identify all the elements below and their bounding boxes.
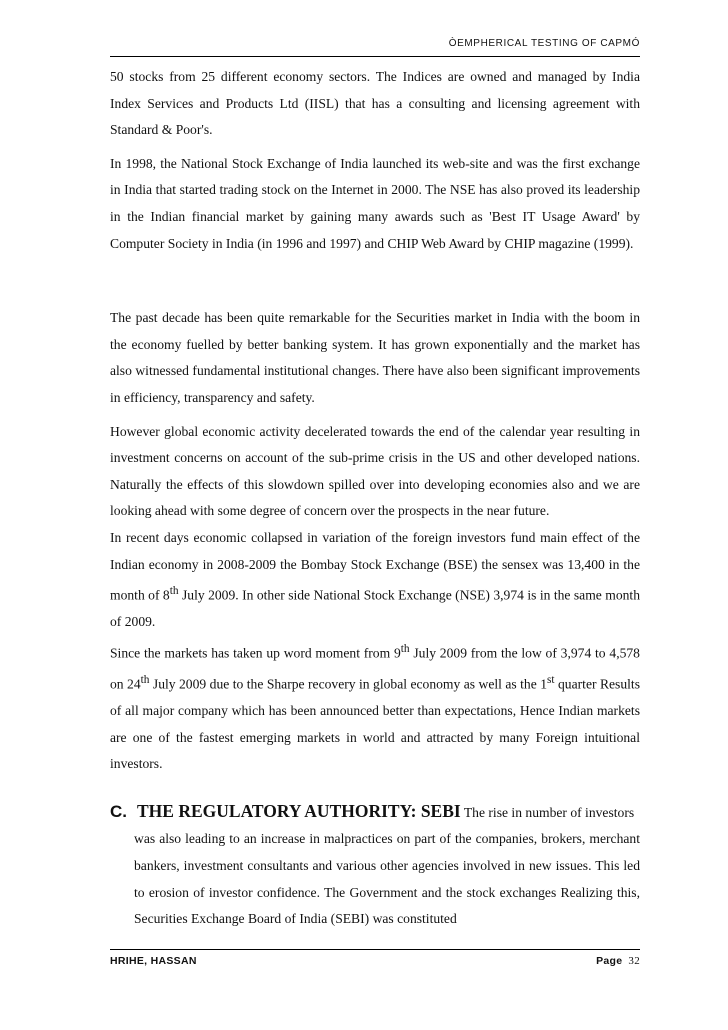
footer-rule: [110, 949, 640, 950]
section-c-heading-line: [110, 798, 640, 827]
paragraph-1: 50 stocks from 25 different economy sectors. The Indices are owned and managed by India Index Services and Products Ltd (IISL) that has a consulting and licensing agreement with Standard & Poor's.: [110, 69, 640, 138]
section-c-letter: C.: [110, 801, 127, 821]
footer-page-label: Page: [596, 955, 623, 967]
paragraph-2: In 1998, the National Stock Exchange of India launched its web-site and was the first exchange in India that started trading stock on the Internet in 2000. The NSE has also proved its leadership in the Indian financial market by gaining many awards such as 'Best IT Usage Award' by Computer Society in India (in 1996 and 1997) and CHIP Web Award by CHIP magazine (1999).: [110, 155, 640, 251]
p5-text-b: July 2009. In other side National Stock Exchange (NSE) 3,974 is in the same month of 2009.: [110, 587, 640, 630]
p6-text-b: July 2009 from the low of 3,974 to 4,578 on 24: [110, 645, 640, 692]
p6-sup-2: th: [140, 673, 150, 686]
p5-sup-1: th: [169, 585, 179, 598]
section-c-text-first: The rise in number of investors: [460, 804, 635, 820]
page-footer: [110, 955, 640, 967]
footer-author: HRIHE, HASSAN: [110, 955, 197, 967]
header-rule: [110, 56, 640, 57]
paragraph-6: [110, 636, 640, 778]
p6-sup-3: st: [547, 673, 555, 686]
p6-text-d: quarter Results of all major company which has been announced better than expectations, Hence Indian markets are one of the fastest emerging markets in world and attracted by many Foreign intuitional investors.: [110, 676, 640, 772]
p6-sup-1: th: [400, 642, 410, 655]
section-c-title: THE REGULATORY AUTHORITY: SEBI: [137, 800, 461, 821]
p6-text-a: Since the markets has taken up word moment from 9: [110, 645, 401, 661]
p6-text-c: July 2009 due to the Sharpe recovery in global economy as well as the 1: [149, 676, 547, 692]
paragraph-3: The past decade has been quite remarkable for the Securities market in India with the boom in the economy fuelled by better banking system. It has grown exponentially and the market has also witnessed fundamental institutional changes. There have also been significant improvements in efficiency, transparency and safety.: [110, 310, 640, 405]
p5-text-a: In recent days economic collapsed in variation of the foreign investors fund main effect of the Indian economy in 2008-2009 the Bombay Stock Exchange (BSE) the sensex was 13,400 in the month of 8: [110, 529, 640, 603]
paragraph-5: [110, 525, 640, 636]
running-header: ÒEMPHERICAL TESTING OF CAPMÓ: [448, 38, 640, 49]
footer-page: [596, 955, 640, 967]
section-c-body: was also leading to an increase in malpractices on part of the companies, brokers, merchant bankers, investment consultants and various other agencies involved in new issues. This led to erosion of investor confidence. The Government and the stock exchanges Realizing this, Securities Exchange Board of India (SEBI) was constituted: [134, 831, 640, 927]
footer-page-number: 32: [628, 955, 640, 967]
paragraph-4: However global economic activity decelerated towards the end of the calendar year resulting in investment concerns on account of the sub-prime crisis in the US and other developed nations. Naturally the effects of this slowdown spilled over into developing economies also and we are looking ahead with some degree of concern over the prospects in the near future.: [110, 423, 640, 519]
page-body: [110, 64, 640, 933]
